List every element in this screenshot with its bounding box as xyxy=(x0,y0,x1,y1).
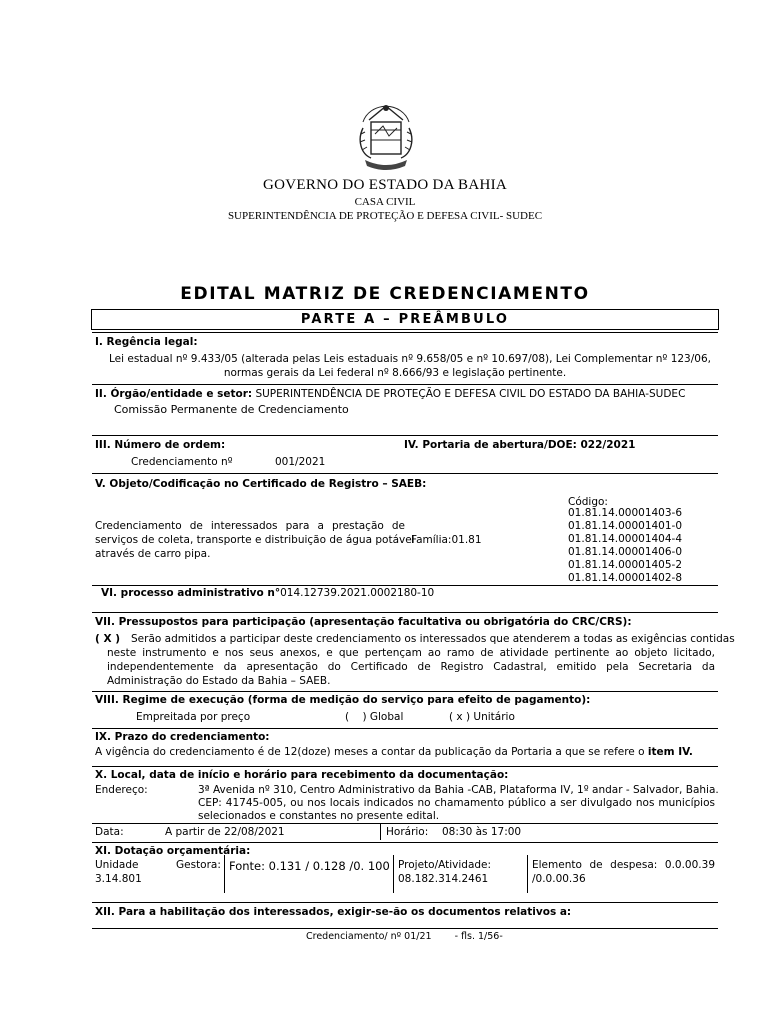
object-line-1: Credenciamento de interessados para a prestação de xyxy=(95,520,405,532)
address-line-3: selecionados e constantes no presente edital. xyxy=(198,810,440,822)
address-line-1: 3ª Avenida nº 310, Centro Administrativo da Bahia -CAB, Plataforma IV, 1º andar - Salvador, Bahia. xyxy=(198,784,719,796)
familia-code: Família:01.81 xyxy=(411,534,482,546)
item-code: 01.81.14.00001405-2 xyxy=(568,559,683,571)
data-label: Data: xyxy=(95,826,124,838)
page-number: - fls. 1/56- xyxy=(454,931,503,942)
unidade-label: Unidade xyxy=(95,859,139,871)
section-x-heading: X. Local, data de início e horário para recebimento da documentação: xyxy=(95,769,509,781)
section-ix-heading: IX. Prazo do credenciamento: xyxy=(95,731,270,743)
organization-name: SUPERINTENDÊNCIA DE PROTEÇÃO E DEFESA CIVIL DO ESTADO DA BAHIA-SUDEC xyxy=(255,388,686,400)
horario-value: 08:30 às 17:00 xyxy=(442,826,522,838)
endereco-label: Endereço: xyxy=(95,784,148,796)
section-vi-heading: VI. processo administrativo n° xyxy=(101,587,281,599)
page-footer xyxy=(306,931,503,942)
gestora-label: Gestora: xyxy=(176,859,221,871)
regencia-line-1: Lei estadual nº 9.433/05 (alterada pelas Leis estaduais nº 9.658/05 e nº 10.697/08), Lei Complementar nº 123/06, xyxy=(109,353,711,365)
item-code: 01.81.14.00001402-8 xyxy=(568,572,683,584)
validity-sentence: A vigência do credenciamento é de 12(doze) meses a contar da publicação da Portaria a que se refere o xyxy=(95,746,645,758)
item-code: 01.81.14.00001401-0 xyxy=(568,520,683,532)
item-code: 01.81.14.00001404-4 xyxy=(568,533,683,545)
process-number: 014.12739.2021.0002180-10 xyxy=(280,587,435,599)
elemento-label: Elemento de despesa: 0.0.00.39 xyxy=(532,859,715,871)
commission-name: Comissão Permanente de Credenciamento xyxy=(114,403,349,416)
section-v-heading: V. Objeto/Codificação no Certificado de Registro – SAEB: xyxy=(95,478,427,490)
credenciamento-label: Credenciamento nº xyxy=(131,456,233,468)
regencia-line-2: normas gerais da Lei federal nº 8.666/93 e legislação pertinente. xyxy=(223,367,567,379)
item-code: 01.81.14.00001406-0 xyxy=(568,546,683,558)
participation-line-3: independentemente da apresentação do Certificado de Registro Cadastral, emitido pela Secretaria da xyxy=(107,661,715,673)
section-xi-heading: XI. Dotação orçamentária: xyxy=(95,845,251,857)
part-title: PARTE A – PREÂMBULO xyxy=(300,312,510,327)
superintendencia-line: SUPERINTENDÊNCIA DE PROTEÇÃO E DEFESA CIVIL- SUDEC xyxy=(227,210,543,222)
validity-text xyxy=(95,746,693,760)
part-title-box xyxy=(91,309,719,330)
horario-label: Horário: xyxy=(386,826,429,838)
object-line-3: através de carro pipa. xyxy=(95,548,211,560)
section-viii-heading: VIII. Regime de execução (forma de medição do serviço para efeito de pagamento): xyxy=(95,694,591,706)
fonte-value: Fonte: 0.131 / 0.128 /0. 100 xyxy=(229,859,390,873)
validity-reference: item IV. xyxy=(647,746,693,758)
elemento-value: /0.0.00.36 xyxy=(532,873,586,885)
section-i-heading: I. Regência legal: xyxy=(95,336,198,348)
section-vii-heading: VII. Pressupostos para participação (apresentação facultativa ou obrigatória do CRC/CRS): xyxy=(95,616,632,628)
participation-line-1: Serão admitidos a participar deste credenciamento os interessados que atenderem a todas as exigências contidas xyxy=(131,633,735,645)
participation-checkbox: ( X ) xyxy=(95,633,121,645)
section-iv-heading: IV. Portaria de abertura/DOE: 022/2021 xyxy=(404,439,636,451)
data-value: A partir de 22/08/2021 xyxy=(165,826,285,838)
section-ii-heading: II. Órgão/entidade e setor: xyxy=(95,388,253,400)
unitario-option: ( x ) Unitário xyxy=(449,711,515,723)
section-iii-heading: III. Número de ordem: xyxy=(95,439,226,451)
empreitada-label: Empreitada por preço xyxy=(136,711,251,723)
credenciamento-number: 001/2021 xyxy=(275,456,326,468)
participation-line-4: Administração do Estado da Bahia – SAEB. xyxy=(107,675,331,687)
section-xii-heading: XII. Para a habilitação dos interessados, exigir-se-ão os documentos relativos a: xyxy=(95,906,572,918)
projeto-label: Projeto/Atividade: xyxy=(398,859,492,871)
unidade-value: 3.14.801 xyxy=(95,873,142,885)
section-vi xyxy=(101,587,434,601)
government-title: GOVERNO DO ESTADO DA BAHIA xyxy=(262,177,508,193)
coat-of-arms-logo xyxy=(355,100,417,174)
footer-reference: Credenciamento/ nº 01/21 xyxy=(306,931,432,942)
item-code: 01.81.14.00001403-6 xyxy=(568,507,683,519)
codigo-label: Código: xyxy=(568,496,608,508)
object-line-2: serviços de coleta, transporte e distribuição de água potável xyxy=(95,534,415,546)
document-title: EDITAL MATRIZ DE CREDENCIAMENTO xyxy=(180,284,590,304)
section-ii xyxy=(95,388,685,402)
global-option: ( ) Global xyxy=(345,711,404,723)
participation-line-2: neste instrumento e nos seus anexos, e que pertençam ao ramo de atividade pertinente ao objeto licitado, xyxy=(107,647,715,659)
casa-civil-line: CASA CIVIL xyxy=(354,196,416,208)
address-line-2: CEP: 41745-005, ou nos locais indicados no chamamento público a ser divulgado nos municípios xyxy=(198,797,715,809)
projeto-value: 08.182.314.2461 xyxy=(398,873,489,885)
